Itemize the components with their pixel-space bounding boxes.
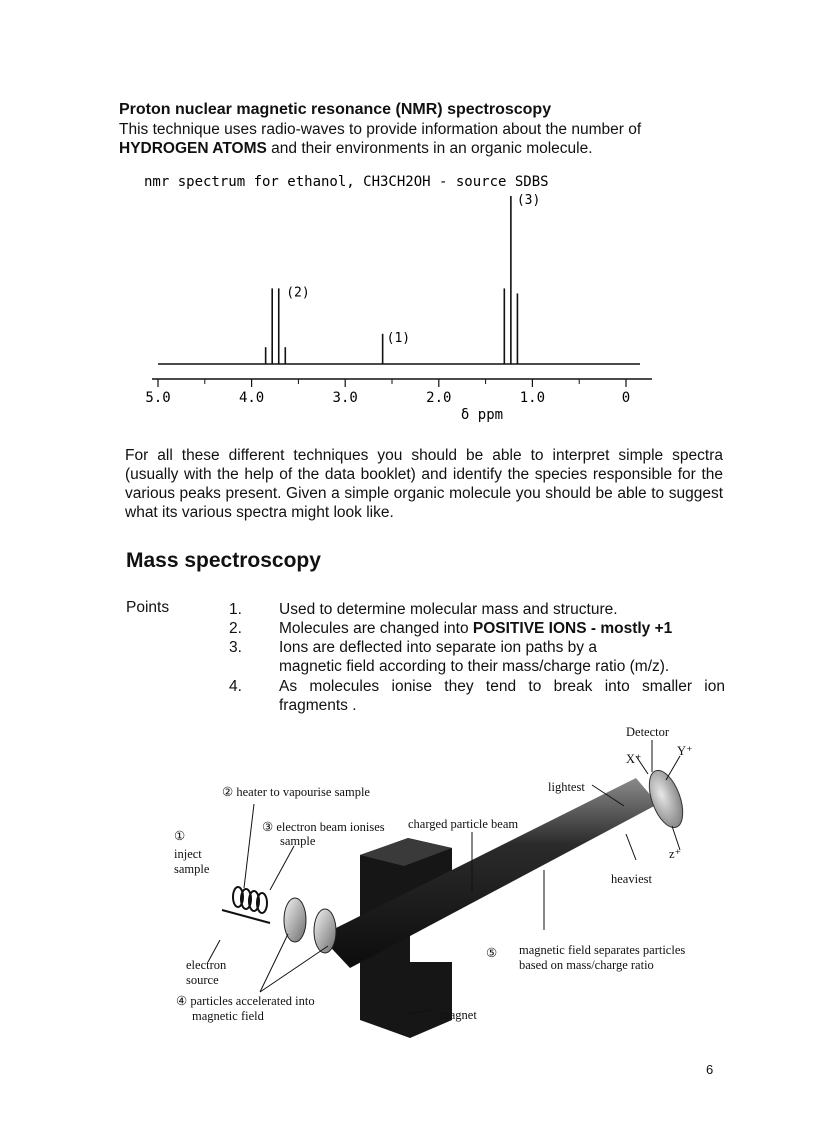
point-4-line1: As molecules ionise they tend to break into smaller ion: [279, 678, 725, 695]
detector-label: Detector: [626, 725, 670, 739]
page-number: 6: [706, 1062, 714, 1077]
z-plus-label: z⁺: [669, 847, 682, 861]
inject-label-1: inject: [174, 847, 202, 861]
x-tick-label: 3.0: [332, 390, 358, 406]
heater-label: heater to vapourise sample: [236, 785, 370, 799]
electron-source-label-1: electron: [186, 958, 227, 972]
magnetic-field-label-1: magnetic field separates particles: [519, 943, 686, 957]
heater-row: [222, 785, 370, 800]
accelerated-label-1: particles accelerated into: [190, 994, 315, 1008]
step-4-icon: ④: [176, 994, 188, 1008]
heaviest-label: heaviest: [611, 872, 652, 886]
magnetic-field-label-2: based on mass/charge ratio: [519, 958, 654, 972]
positive-ions-bold: POSITIVE IONS - mostly +1: [472, 620, 673, 637]
inject-label-2: sample: [174, 862, 210, 876]
interpret-paragraph: For all these different techniques you should be able to interpret simple spectra (usually with the help of the data booklet) and identify the species responsible for the various peaks present. Given a simple organic molecule you should be able to suggest what its various spectra might look like.: [125, 447, 723, 521]
point-number-1: 1.: [229, 601, 242, 618]
electron-beam-row: [262, 820, 385, 835]
point-3-line1: Ions are deflected into separate ion paths by a: [279, 639, 597, 656]
point-3-line2: magnetic field according to their mass/charge ratio (m/z).: [279, 658, 670, 675]
nmr-intro: [119, 120, 641, 158]
point-number-2: 2.: [229, 620, 242, 637]
step-3-icon: ③: [262, 820, 274, 834]
point-number-3: 3.: [229, 639, 242, 656]
accelerated-label-2: magnetic field: [192, 1009, 264, 1023]
point-4-line2: fragments .: [279, 697, 357, 714]
mass-heading: Mass spectroscopy: [126, 549, 321, 572]
point-1: Used to determine molecular mass and structure.: [279, 601, 618, 618]
nmr-x-axis: [145, 379, 652, 406]
x-tick-label: 5.0: [145, 390, 171, 406]
lightest-label: lightest: [548, 780, 585, 794]
peak-label: (3): [516, 193, 541, 208]
point-2: [279, 619, 672, 638]
peak-label: (1): [386, 330, 411, 346]
spectrum-caption: nmr spectrum for ethanol, CH3CH2OH - source SDBS: [144, 174, 549, 190]
nmr-intro-rest: and their environments in an organic molecule.: [266, 140, 593, 157]
point-number-4: 4.: [229, 678, 242, 695]
nmr-spectrum-chart: [130, 168, 670, 428]
nmr-heading: Proton nuclear magnetic resonance (NMR) spectroscopy: [119, 101, 552, 118]
step-2-icon: ②: [222, 785, 234, 799]
step-5-icon: ⑤: [486, 946, 498, 960]
electron-source-label-2: source: [186, 973, 219, 987]
accelerated-row: [176, 994, 315, 1009]
magnet-label: magnet: [440, 1008, 477, 1022]
point-2-text: Molecules are changed into: [279, 620, 473, 637]
peak-label: (2): [286, 285, 310, 301]
points-label: Points: [126, 599, 170, 616]
x-tick-label: 2.0: [426, 390, 452, 406]
y-plus-label: Y⁺: [677, 744, 693, 758]
x-tick-label: 4.0: [238, 390, 265, 406]
electron-beam-label-2: sample: [280, 834, 316, 848]
electron-beam-label-1: electron beam ionises: [276, 820, 385, 834]
x-axis-label: δ ppm: [460, 407, 504, 423]
nmr-intro-line1: This technique uses radio-waves to provide information about the number of: [119, 121, 642, 138]
nmr-intro-line2: [119, 139, 641, 158]
nmr-plot-area: [158, 193, 640, 364]
x-tick-label: 1.0: [519, 390, 546, 406]
x-tick-label: 0: [621, 390, 631, 406]
step-1-icon: ①: [174, 829, 186, 843]
ionisation-chamber: [222, 887, 270, 923]
accelerator-plate-2: [314, 909, 336, 953]
hydrogen-atoms-bold: HYDROGEN ATOMS: [119, 140, 267, 157]
x-plus-label: X⁺: [626, 752, 642, 766]
charged-beam-label: charged particle beam: [408, 817, 519, 831]
